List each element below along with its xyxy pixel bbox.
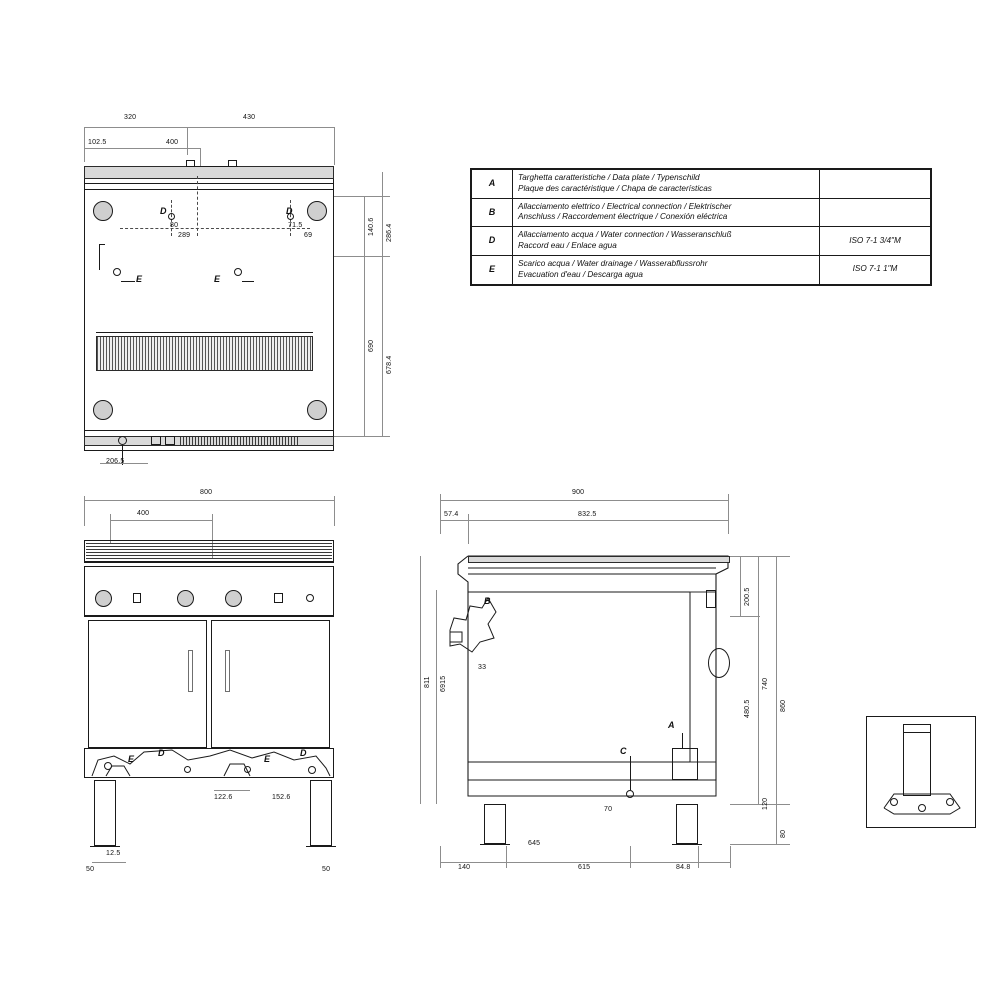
side-handle-bracket <box>706 590 716 608</box>
callout-d-front-left: D <box>158 748 165 758</box>
legend-desc-b-line2: Anschluss / Raccordement électrique / Conexión eléctrica <box>518 212 728 222</box>
callout-a-side: A <box>668 720 675 730</box>
dim-front-50-left: 50 <box>86 866 95 873</box>
switch-1[interactable] <box>133 593 141 603</box>
dim-top-286-4: 286.4 <box>386 223 393 242</box>
legend-desc-e-line2: Evacuation d'eau / Descarga agua <box>518 269 643 279</box>
callout-d-top-right: D <box>286 206 293 216</box>
top-view-body <box>84 166 334 451</box>
callout-d-top-left: D <box>160 206 167 216</box>
callout-b-side: B <box>484 596 491 606</box>
callout-d-front-right: D <box>300 748 307 758</box>
door-handle-right <box>225 650 230 692</box>
leg-right <box>310 780 332 846</box>
burner-bottom-left <box>93 400 113 420</box>
callout-c-side: C <box>620 746 627 756</box>
legend-desc-d-line1: Allacciamento acqua / Water connection / Wasseranschluß <box>518 230 732 240</box>
b-connection-detail <box>444 590 504 660</box>
dim-top-71-5: 71.5 <box>288 222 303 229</box>
legend-desc-b-line1: Allacciamento elettrico / Electrical connection / Elektrischer <box>518 201 732 211</box>
side-leg-right <box>676 804 698 844</box>
dim-front-50-right: 50 <box>322 866 331 873</box>
dim-side-80: 80 <box>780 829 787 838</box>
legend-row-a <box>472 170 931 199</box>
leg-left <box>94 780 116 846</box>
dim-side-645: 645 <box>528 840 541 847</box>
top-view-heat-exchanger <box>96 336 313 371</box>
legend-desc-e <box>513 255 820 284</box>
dim-side-57-4: 57.4 <box>444 511 459 518</box>
burner-top-right <box>307 201 327 221</box>
dim-side-811: 811 <box>424 676 431 688</box>
legend-desc-a <box>513 170 820 199</box>
dim-side-480-5: 480.5 <box>744 699 751 718</box>
dim-top-80: 80 <box>170 222 179 229</box>
legend-desc-d-line2: Raccord eau / Enlace agua <box>518 241 617 251</box>
d-marker-top-left <box>168 213 175 220</box>
dim-front-800: 800 <box>200 489 213 496</box>
dim-top-102-5: 102.5 <box>88 139 107 146</box>
dim-top-690: 690 <box>368 339 375 352</box>
knob-3[interactable] <box>225 590 242 607</box>
indicator-light <box>306 594 314 602</box>
dim-top-400: 400 <box>166 139 179 146</box>
dim-top-289: 289 <box>178 232 191 239</box>
legend-row-b <box>472 198 931 227</box>
legend-key-e: E <box>472 255 513 284</box>
switch-2[interactable] <box>274 593 283 603</box>
legend-desc-d <box>513 227 820 256</box>
dim-side-70: 70 <box>604 806 613 813</box>
dim-top-678-4: 678.4 <box>386 355 393 374</box>
dim-side-900: 900 <box>572 489 585 496</box>
legend-desc-a-line1: Targhetta caratteristiche / Data plate / Typenschild <box>518 173 700 182</box>
dim-top-140-6: 140.6 <box>368 217 375 236</box>
legend-table <box>470 168 932 286</box>
dim-front-12-5: 12.5 <box>106 850 121 857</box>
legend-value-e: ISO 7-1 1"M <box>820 255 931 284</box>
dim-top-69: 69 <box>304 232 313 239</box>
door-handle-left <box>188 650 193 692</box>
front-underside-detail <box>84 716 334 780</box>
callout-e-top-right: E <box>214 274 221 284</box>
dim-side-832-5: 832.5 <box>578 511 597 518</box>
dim-side-33: 33 <box>478 664 487 671</box>
legend-desc-e-line1: Scarico acqua / Water drainage / Wasserabflussrohr <box>518 258 708 268</box>
legend-key-d: D <box>472 227 513 256</box>
legend-desc-a-line2: Plaque des caractéristique / Chapa de características <box>518 183 712 193</box>
legend-key-b: B <box>472 198 513 227</box>
dim-side-200-5: 200.5 <box>744 587 751 606</box>
knob-2[interactable] <box>177 590 194 607</box>
legend-row-d <box>472 227 931 256</box>
legend-key-a: A <box>472 170 513 199</box>
side-leg-left <box>484 804 506 844</box>
e-marker-top-left <box>113 268 121 276</box>
dim-top-206-5: 206.5 <box>106 458 125 465</box>
dim-side-615: 615 <box>578 864 591 871</box>
dim-top-430: 430 <box>243 114 256 121</box>
legend-value-a <box>820 170 931 199</box>
dim-side-740: 740 <box>762 677 769 690</box>
legend-desc-b <box>513 198 820 227</box>
dim-side-860: 860 <box>780 699 787 712</box>
a-data-plate <box>672 748 698 780</box>
front-control-panel <box>84 566 334 616</box>
legend-row-e <box>472 255 931 284</box>
dim-front-400: 400 <box>137 510 150 517</box>
dim-side-140: 140 <box>458 864 471 871</box>
dim-side-6915: 6915 <box>440 675 447 692</box>
burner-bottom-right <box>307 400 327 420</box>
knob-1[interactable] <box>95 590 112 607</box>
legend-value-d: ISO 7-1 3/4"M <box>820 227 931 256</box>
burner-top-left <box>93 201 113 221</box>
dim-side-120: 120 <box>762 797 769 810</box>
callout-e-front-right: E <box>264 754 271 764</box>
dim-top-320: 320 <box>124 114 137 121</box>
e-marker-top-right <box>234 268 242 276</box>
legend-value-b <box>820 198 931 227</box>
dim-front-152-6: 152.6 <box>272 794 291 801</box>
detail-base-flange <box>880 786 964 820</box>
dim-front-122-6: 122.6 <box>214 794 233 801</box>
callout-e-front-left: E <box>128 754 135 764</box>
callout-e-top-left: E <box>136 274 143 284</box>
dim-side-84-8: 84.8 <box>676 864 691 871</box>
side-oven-handle <box>708 648 730 678</box>
